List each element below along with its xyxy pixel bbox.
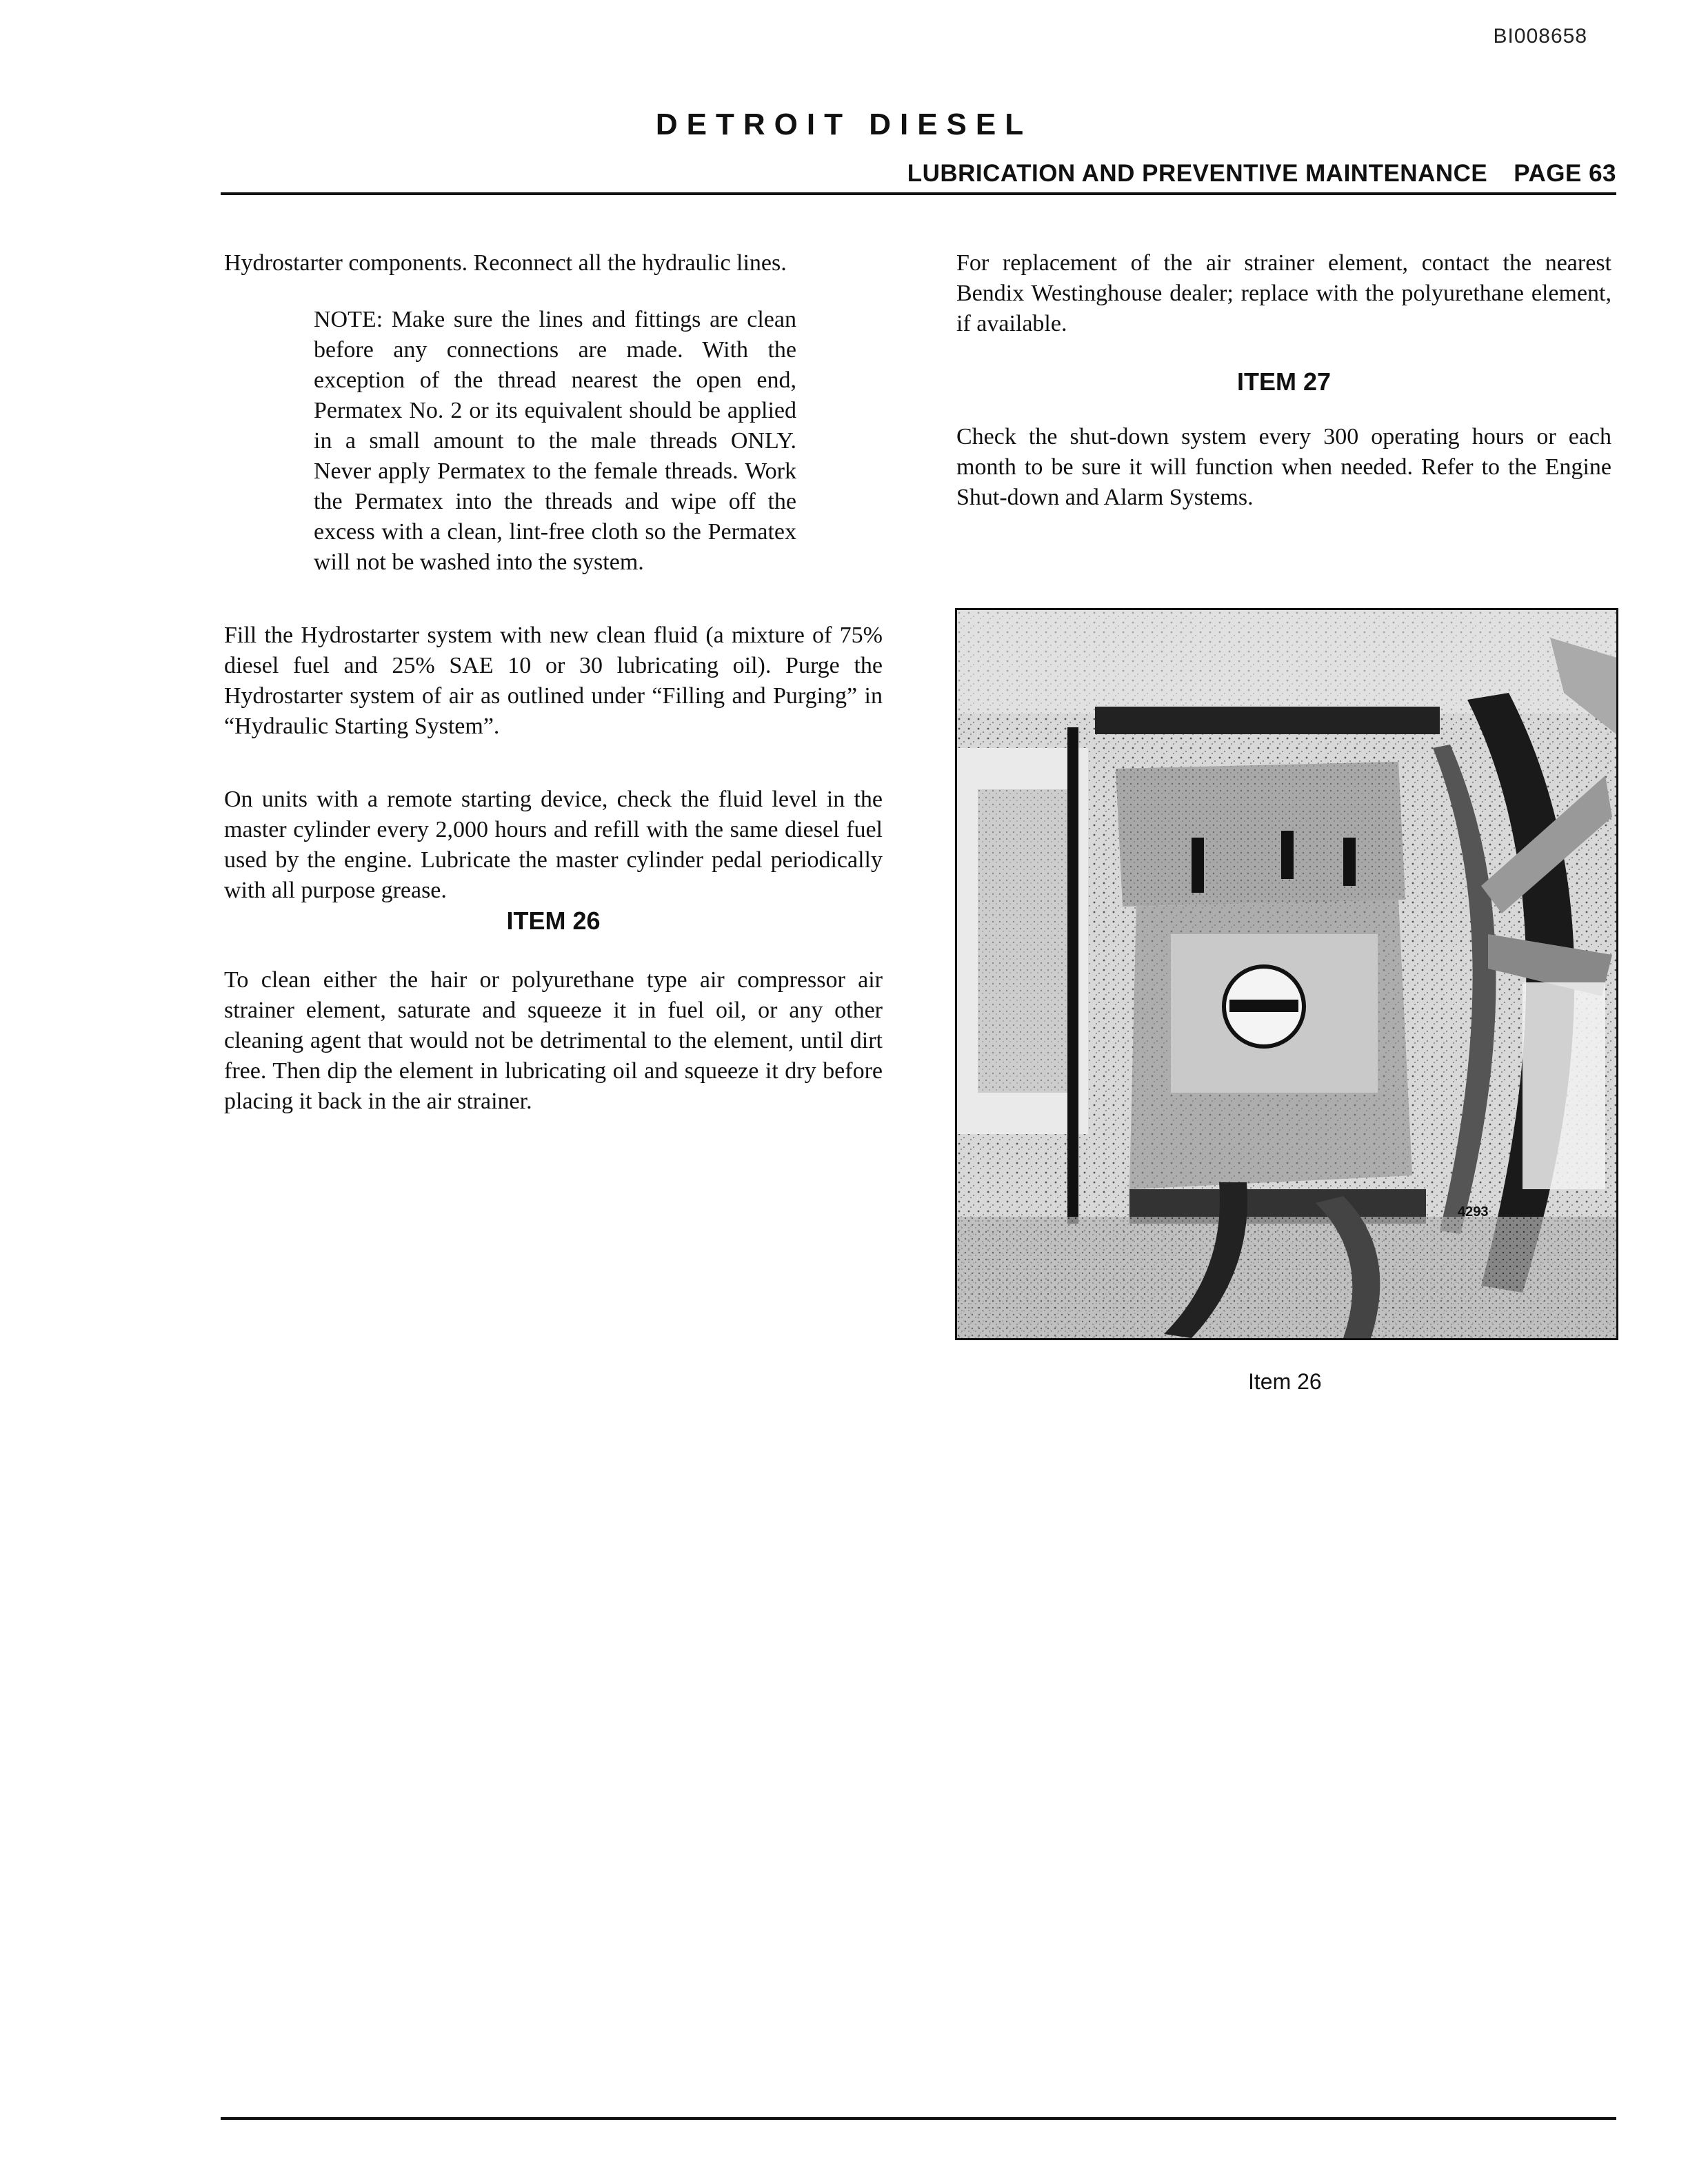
paragraph-remote-starting: On units with a remote starting device, check the fluid level in the master cylinder every 2,000 hours and refill with the same diesel fuel used by the engine. Lubricate the master cylinder pedal periodically with all purpose grease. — [224, 787, 883, 903]
right-column — [956, 248, 1611, 513]
page-number: PAGE 63 — [1514, 160, 1616, 187]
paragraph-hydrostarter-reconnect: Hydrostarter components. Reconnect all the hydraulic lines. — [224, 250, 787, 276]
section-title: LUBRICATION AND PREVENTIVE MAINTENANCE — [907, 160, 1488, 187]
engine-photo-illustration — [957, 610, 1616, 1338]
section-header — [907, 160, 1616, 188]
paragraph-air-strainer-replacement: For replacement of the air strainer element, contact the nearest Bendix Westinghouse dealer; replace with the polyurethane element, if available. — [956, 250, 1611, 336]
footer-rule — [221, 2117, 1616, 2120]
paragraph-fill-hydrostarter: Fill the Hydrostarter system with new clean fluid (a mixture of 75% diesel fuel and 25% SAE 10 or 30 lubricating oil). Purge the Hydrostarter system of air as outlined under “Filling and Purging” in “Hydraulic Starting System”. — [224, 623, 883, 739]
brand-title: DETROIT DIESEL — [655, 108, 1033, 141]
item-27-heading: ITEM 27 — [1236, 367, 1332, 396]
note-permatex: NOTE: Make sure the lines and fittings are clean before any connections are made. With the exception of the thread nearest the open end, Permatex No. 2 or its equivalent should be applied in a small amount to the male threads ONLY. Never apply Permatex to the female threads. Work the Permatex into the threads and wipe off the excess with a clean, lint-free cloth so the Permatex will not be washed into the system. — [314, 307, 796, 575]
header-rule — [221, 192, 1616, 195]
engine-photo — [955, 608, 1618, 1340]
document-id: BI008658 — [1493, 25, 1587, 48]
paragraph-air-strainer-cleaning: To clean either the hair or polyurethane type air compressor air strainer element, saturate and squeeze it in fuel oil, or any other cleaning agent that would not be detrimental to the element, until dirt free. Then dip the element in lubricating oil and squeeze it dry before placing it back in the air strainer. — [224, 967, 883, 1114]
figure-number: 4293 — [1458, 1204, 1489, 1220]
item-26-heading: ITEM 26 — [506, 907, 601, 935]
paragraph-shutdown-system: Check the shut-down system every 300 operating hours or each month to be sure it will function when needed. Refer to the Engine Shut-down and Alarm Systems. — [956, 424, 1611, 510]
figure-caption: Item 26 — [1248, 1369, 1322, 1394]
left-column — [224, 248, 883, 1117]
